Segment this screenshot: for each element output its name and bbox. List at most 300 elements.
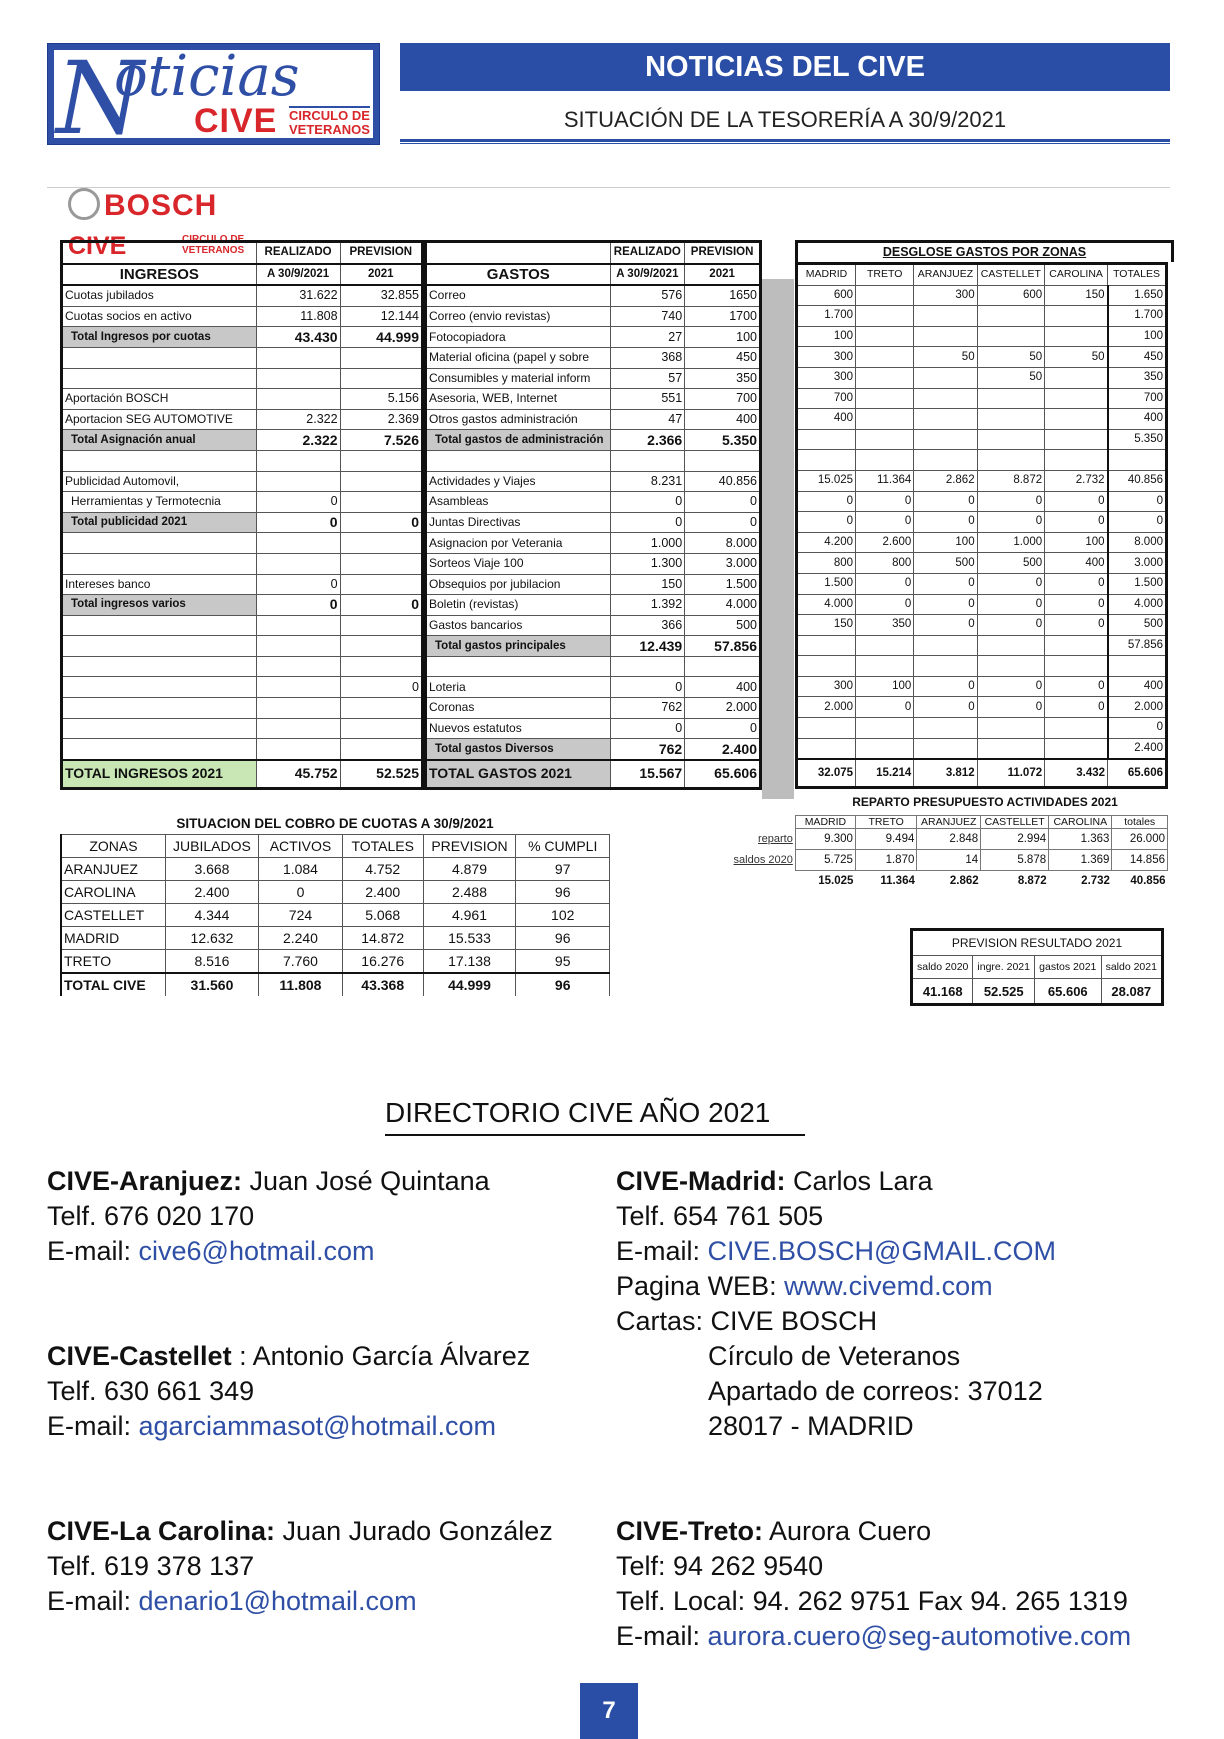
column-header: CASTELLET [981, 816, 1049, 829]
reparto-value: 1.870 [855, 850, 916, 871]
table-row [61, 904, 610, 927]
table-row [797, 532, 1167, 553]
zone-value [914, 367, 977, 388]
zone-total: 3.432 [1045, 759, 1108, 788]
prevision-title: PREVISION RESULTADO 2021 [951, 936, 1123, 950]
value-prevision: 57.856 [685, 636, 761, 657]
zone-total: 3.812 [914, 759, 977, 788]
zone-value [856, 429, 914, 450]
table-row [426, 574, 761, 595]
reparto-value: 11.364 [880, 875, 915, 887]
row-label [62, 615, 257, 636]
zone-value: 0 [977, 676, 1045, 697]
zone-value: 100 [914, 532, 977, 553]
zone-value: 0 [797, 491, 856, 512]
email-link[interactable]: agarciammasot@hotmail.com [138, 1411, 497, 1441]
value-realizado: 368 [610, 347, 685, 368]
table-row [797, 573, 1167, 594]
contact-phone: Telf. 630 661 349 [47, 1376, 255, 1406]
value-prevision: 5.350 [685, 430, 761, 451]
row-label [62, 553, 257, 574]
zone-value [856, 635, 914, 656]
zone-value: 0 [914, 491, 977, 512]
zone-name: ARANJUEZ [61, 858, 165, 881]
cobro-value: 8.516 [165, 950, 258, 974]
reparto-title: REPARTO PRESUPUESTO ACTIVIDADES 2021 [852, 795, 1118, 809]
value-realizado: 366 [610, 615, 685, 636]
section-divider [47, 187, 1170, 188]
value-prevision: 0 [340, 512, 422, 533]
table-row [62, 677, 423, 698]
total-label: TOTAL INGRESOS 2021 [62, 760, 257, 789]
column-header: TOTALES [1108, 264, 1167, 286]
column-header: gastos 2021 [1034, 956, 1101, 979]
zone-value: 2.732 [1045, 470, 1108, 491]
header-divider [400, 139, 1170, 142]
value-prevision: 2.000 [685, 698, 761, 719]
value-realizado: 0 [256, 512, 340, 533]
value-realizado: 740 [610, 306, 685, 327]
reparto-value: 9.300 [795, 829, 855, 850]
zone-value: 5.350 [1108, 429, 1167, 450]
zone-value: 2.600 [856, 532, 914, 553]
table-row [797, 635, 1167, 656]
zone-value: 300 [797, 676, 856, 697]
table-row [426, 615, 761, 636]
cobro-value: 4.344 [165, 904, 258, 927]
total-realizado: 45.752 [256, 760, 340, 789]
table-row [61, 881, 610, 904]
gastos-table [424, 240, 762, 790]
email-link[interactable]: denario1@hotmail.com [138, 1586, 417, 1616]
contact-name: CIVE-Aranjuez: [47, 1166, 243, 1196]
desglose-title: DESGLOSE GASTOS POR ZONAS [795, 240, 1174, 262]
table-row [797, 264, 1167, 286]
zone-value [977, 409, 1045, 430]
zone-value: 150 [1045, 285, 1108, 306]
zone-value: 0 [977, 491, 1045, 512]
zone-value [1045, 326, 1108, 347]
zone-value [914, 718, 977, 739]
value-prevision: 2.400 [685, 739, 761, 760]
zone-value [1045, 306, 1108, 327]
reparto-value: 14 [917, 850, 981, 871]
table-row [720, 850, 1168, 871]
header-year: 2021 [685, 264, 761, 286]
table-row [797, 306, 1167, 327]
table-row [62, 595, 423, 616]
zone-value: 150 [797, 615, 856, 636]
value-realizado: 1.000 [610, 533, 685, 554]
reparto-value: 5.878 [981, 850, 1049, 871]
zone-value [914, 306, 977, 327]
zone-value: 3.000 [1108, 553, 1167, 574]
zone-value: 15.025 [797, 470, 856, 491]
zone-value: 4.000 [797, 594, 856, 615]
zone-value [1045, 388, 1108, 409]
value-prevision [340, 636, 422, 657]
value-realizado: 0 [256, 492, 340, 513]
value-prevision [685, 656, 761, 677]
zone-value: 0 [856, 697, 914, 718]
zone-value [1045, 718, 1108, 739]
zone-value: 50 [914, 347, 977, 368]
cobro-value: 31.560 [165, 973, 258, 996]
postal-label: Cartas: CIVE BOSCH [616, 1306, 878, 1336]
zone-value: 1.500 [797, 573, 856, 594]
header-realizado: REALIZADO [610, 242, 685, 264]
header-blank [426, 242, 611, 264]
value-realizado: 1.300 [610, 553, 685, 574]
zone-value [856, 326, 914, 347]
logo-word: oticias [114, 44, 300, 109]
zone-value: 800 [797, 553, 856, 574]
web-link[interactable]: www.civemd.com [784, 1271, 993, 1301]
value-prevision: 12.144 [340, 306, 422, 327]
prevision-value: 65.606 [1034, 979, 1101, 1005]
table-row [426, 512, 761, 533]
logo-circulo: CIRCULO DE VETERANOS [289, 108, 370, 137]
value-prevision: 8.000 [685, 533, 761, 554]
row-label: Actividades y Viajes [426, 471, 611, 492]
table-row [426, 347, 761, 368]
value-prevision: 500 [685, 615, 761, 636]
zone-value: 50 [977, 347, 1045, 368]
table-row [426, 430, 761, 451]
row-label: Herramientas y Termotecnia [62, 492, 257, 513]
contact-person: Carlos Lara [785, 1166, 933, 1196]
row-label: Aportación BOSCH [62, 389, 257, 410]
zone-value [977, 388, 1045, 409]
table-row [797, 326, 1167, 347]
table-row [426, 677, 761, 698]
zone-value [856, 738, 914, 759]
cobro-value: 96 [516, 973, 610, 996]
row-label: Coronas [426, 698, 611, 719]
zone-value: 2.400 [1108, 738, 1167, 759]
zone-value: 600 [797, 285, 856, 306]
table-row [426, 739, 761, 760]
table-row [62, 636, 423, 657]
zone-value: 0 [977, 615, 1045, 636]
value-prevision: 350 [685, 368, 761, 389]
cobro-value: 96 [516, 927, 610, 950]
zone-value: 400 [1108, 409, 1167, 430]
reparto-value: 2.994 [981, 829, 1049, 850]
header-subtitle: SITUACIÓN DE LA TESORERÍA A 30/9/2021 [563, 107, 1007, 132]
table-row [62, 450, 423, 471]
value-prevision: 4.000 [685, 595, 761, 616]
cobro-value: 4.961 [423, 904, 516, 927]
row-label [426, 450, 611, 471]
row-label [62, 677, 257, 698]
zone-value: 0 [914, 594, 977, 615]
zone-name: CAROLINA [61, 881, 165, 904]
column-header: JUBILADOS [165, 835, 258, 858]
column-header: TRETO [856, 264, 914, 286]
value-realizado [256, 471, 340, 492]
cobro-value: 7.760 [259, 950, 343, 974]
table-row [797, 409, 1167, 430]
email-link[interactable]: cive6@hotmail.com [138, 1236, 375, 1266]
zone-value: 0 [914, 512, 977, 533]
zone-value: 0 [914, 697, 977, 718]
reparto-value: 26.000 [1112, 829, 1168, 850]
reparto-table [720, 815, 1168, 891]
zone-name: MADRID [61, 927, 165, 950]
row-label [426, 656, 611, 677]
zone-value: 0 [1108, 491, 1167, 512]
prevision-value: 41.168 [912, 979, 973, 1005]
cobro-value: 4.879 [423, 858, 516, 881]
page-number: 7 [580, 1683, 638, 1739]
table-row [62, 615, 423, 636]
row-label [62, 739, 257, 760]
table-row [426, 595, 761, 616]
zone-value [1045, 738, 1108, 759]
column-header: ZONAS [61, 835, 165, 858]
row-label: Correo [426, 285, 611, 306]
zone-value: 800 [856, 553, 914, 574]
cobro-value: 14.872 [342, 927, 423, 950]
value-prevision: 32.855 [340, 285, 422, 306]
zone-value [977, 429, 1045, 450]
table-row [426, 533, 761, 554]
zone-value: 100 [856, 676, 914, 697]
zone-value: 300 [797, 347, 856, 368]
table-row [61, 927, 610, 950]
header-prevision: PREVISION [685, 242, 761, 264]
table-row [797, 738, 1167, 759]
contact-aranjuez: CIVE-Aranjuez: Juan José Quintana Telf. 676 020 170 E-mail: cive6@hotmail.com [47, 1166, 490, 1266]
zone-value [1045, 450, 1108, 471]
value-realizado [256, 718, 340, 739]
header-blank [62, 242, 257, 264]
column-header: PREVISION [423, 835, 516, 858]
zone-value: 0 [1045, 594, 1108, 615]
table-row [62, 492, 423, 513]
row-label: Total Ingresos por cuotas [62, 327, 257, 348]
table-row [62, 264, 423, 286]
row-label: Publicidad Automovil, [62, 471, 257, 492]
cobro-value: 102 [516, 904, 610, 927]
zone-value [914, 656, 977, 677]
table-row [797, 553, 1167, 574]
column-header: CAROLINA [1049, 816, 1112, 829]
zone-value: 2.000 [797, 697, 856, 718]
value-realizado [256, 615, 340, 636]
column-header: totales [1112, 816, 1168, 829]
zone-value: 350 [856, 615, 914, 636]
cobro-value: 2.400 [342, 881, 423, 904]
zone-value [856, 656, 914, 677]
zone-value [914, 738, 977, 759]
contact-person: Juan Jurado González [275, 1516, 553, 1546]
cobro-value: 5.068 [342, 904, 423, 927]
table-row [426, 242, 761, 264]
table-row [61, 858, 610, 881]
value-prevision: 7.526 [340, 430, 422, 451]
value-realizado: 0 [610, 492, 685, 513]
cobro-value: 97 [516, 858, 610, 881]
table-row [426, 718, 761, 739]
cobro-value: 96 [516, 881, 610, 904]
row-label: Cuotas jubilados [62, 285, 257, 306]
zone-value: 11.364 [856, 470, 914, 491]
cobro-value: 2.488 [423, 881, 516, 904]
header-date: A 30/9/2021 [610, 264, 685, 286]
zone-value [977, 718, 1045, 739]
row-label: Total gastos de administración [426, 430, 611, 451]
reparto-value: 40.856 [1130, 875, 1166, 887]
value-realizado [256, 739, 340, 760]
zone-value [977, 450, 1045, 471]
column-header: TOTALES [342, 835, 423, 858]
zone-value: 0 [1108, 718, 1167, 739]
value-prevision [340, 347, 422, 368]
email-link[interactable]: CIVE.BOSCH@GMAIL.COM [707, 1236, 1056, 1266]
value-prevision: 5.156 [340, 389, 422, 410]
value-realizado [256, 347, 340, 368]
value-prevision: 0 [685, 718, 761, 739]
row-label [62, 636, 257, 657]
row-label [62, 533, 257, 554]
email-link[interactable]: aurora.cuero@seg-automotive.com [707, 1621, 1132, 1651]
table-row [797, 347, 1167, 368]
zone-value: 0 [977, 512, 1045, 533]
value-realizado [256, 450, 340, 471]
reparto-value: 1.363 [1049, 829, 1112, 850]
table-row [912, 956, 1163, 979]
row-label [62, 450, 257, 471]
header-realizado: REALIZADO [256, 242, 340, 264]
column-header: ingre. 2021 [973, 956, 1035, 979]
zone-value [977, 326, 1045, 347]
reparto-value: 9.494 [855, 829, 916, 850]
column-header: ARANJUEZ [914, 264, 977, 286]
contact-phone-local: Telf. Local: 94. 262 9751 Fax 94. 265 1319 [616, 1586, 1128, 1616]
zone-total: 65.606 [1108, 759, 1167, 788]
value-prevision: 0 [340, 595, 422, 616]
value-prevision: 44.999 [340, 327, 422, 348]
zone-value: 1.700 [797, 306, 856, 327]
contact-phone: Telf. 619 378 137 [47, 1551, 255, 1581]
logo-initial: N [56, 40, 144, 157]
zone-value [977, 656, 1045, 677]
zone-value: 57.856 [1108, 635, 1167, 656]
table-row [797, 388, 1167, 409]
contact-name: CIVE-Treto: [616, 1516, 764, 1546]
cobro-value: 12.632 [165, 927, 258, 950]
contact-madrid: CIVE-Madrid: Carlos Lara Telf. 654 761 505 E-mail: CIVE.BOSCH@GMAIL.COM Pagina WEB: www.civemd.com Cartas: CIVE BOSCH Círculo de Veteranos Apartado de correos: 37012 28017 - MADRID [616, 1166, 1056, 1441]
value-realizado [610, 450, 685, 471]
total-realizado: 15.567 [610, 760, 685, 789]
value-prevision: 1650 [685, 285, 761, 306]
header-date: A 30/9/2021 [256, 264, 340, 286]
header-blank [720, 816, 795, 829]
zone-value: 600 [977, 285, 1045, 306]
value-realizado: 762 [610, 739, 685, 760]
cobro-value: 2.240 [259, 927, 343, 950]
zone-value: 450 [1108, 347, 1167, 368]
row-label: Cuotas socios en activo [62, 306, 257, 327]
table-row [62, 409, 423, 430]
table-row [426, 306, 761, 327]
header-divider-thin [400, 143, 1170, 144]
column-header: TRETO [855, 816, 916, 829]
zone-total: 15.214 [856, 759, 914, 788]
value-realizado [610, 656, 685, 677]
zone-name: CASTELLET [61, 904, 165, 927]
row-label: reparto [758, 833, 793, 845]
table-row [62, 533, 423, 554]
table-row [797, 429, 1167, 450]
directorio-underline [385, 1134, 805, 1136]
zone-value: 0 [856, 573, 914, 594]
reparto-value: 15.025 [818, 875, 854, 887]
zone-value [856, 367, 914, 388]
table-row [61, 835, 610, 858]
zone-value: 40.856 [1108, 470, 1167, 491]
value-realizado: 0 [256, 574, 340, 595]
table-row [426, 471, 761, 492]
zone-value [856, 306, 914, 327]
value-realizado: 2.366 [610, 430, 685, 451]
zone-value: 4.200 [797, 532, 856, 553]
bosch-logo: BOSCH [68, 189, 217, 225]
value-prevision [340, 368, 422, 389]
value-realizado: 12.439 [610, 636, 685, 657]
table-row [720, 871, 1168, 892]
table-row [62, 471, 423, 492]
value-prevision [340, 553, 422, 574]
reparto-value: 2.732 [1081, 875, 1110, 887]
table-row [797, 759, 1167, 788]
contact-castellet: CIVE-Castellet : Antonio García Álvarez Telf. 630 661 349 E-mail: agarciammasot@hotmail.com [47, 1341, 531, 1441]
prevision-resultado-table [910, 928, 1164, 1006]
table-row [720, 816, 1168, 829]
zone-value: 8.872 [977, 470, 1045, 491]
table-row [797, 718, 1167, 739]
value-prevision [340, 492, 422, 513]
prevision-value: 52.525 [973, 979, 1035, 1005]
zone-value: 700 [1108, 388, 1167, 409]
row-label: Correo (envio revistas) [426, 306, 611, 327]
zone-value: 0 [977, 594, 1045, 615]
value-realizado [256, 368, 340, 389]
table-row [426, 389, 761, 410]
cive-logo-small: CIVE [68, 232, 127, 260]
cobro-value: 17.138 [423, 950, 516, 974]
value-prevision [340, 718, 422, 739]
row-label: Otros gastos administración [426, 409, 611, 430]
row-label: Total Asignación anual [62, 430, 257, 451]
zone-value [856, 409, 914, 430]
zone-value: 400 [1045, 553, 1108, 574]
value-prevision: 700 [685, 389, 761, 410]
zone-value [914, 429, 977, 450]
postal-line: Apartado de correos: 37012 [708, 1376, 1043, 1406]
table-row [797, 367, 1167, 388]
table-row [62, 718, 423, 739]
zone-value [914, 388, 977, 409]
table-row [797, 470, 1167, 491]
reparto-value: 1.369 [1049, 850, 1112, 871]
zone-value: 350 [1108, 367, 1167, 388]
table-row [797, 615, 1167, 636]
table-row [797, 594, 1167, 615]
zone-value [856, 347, 914, 368]
